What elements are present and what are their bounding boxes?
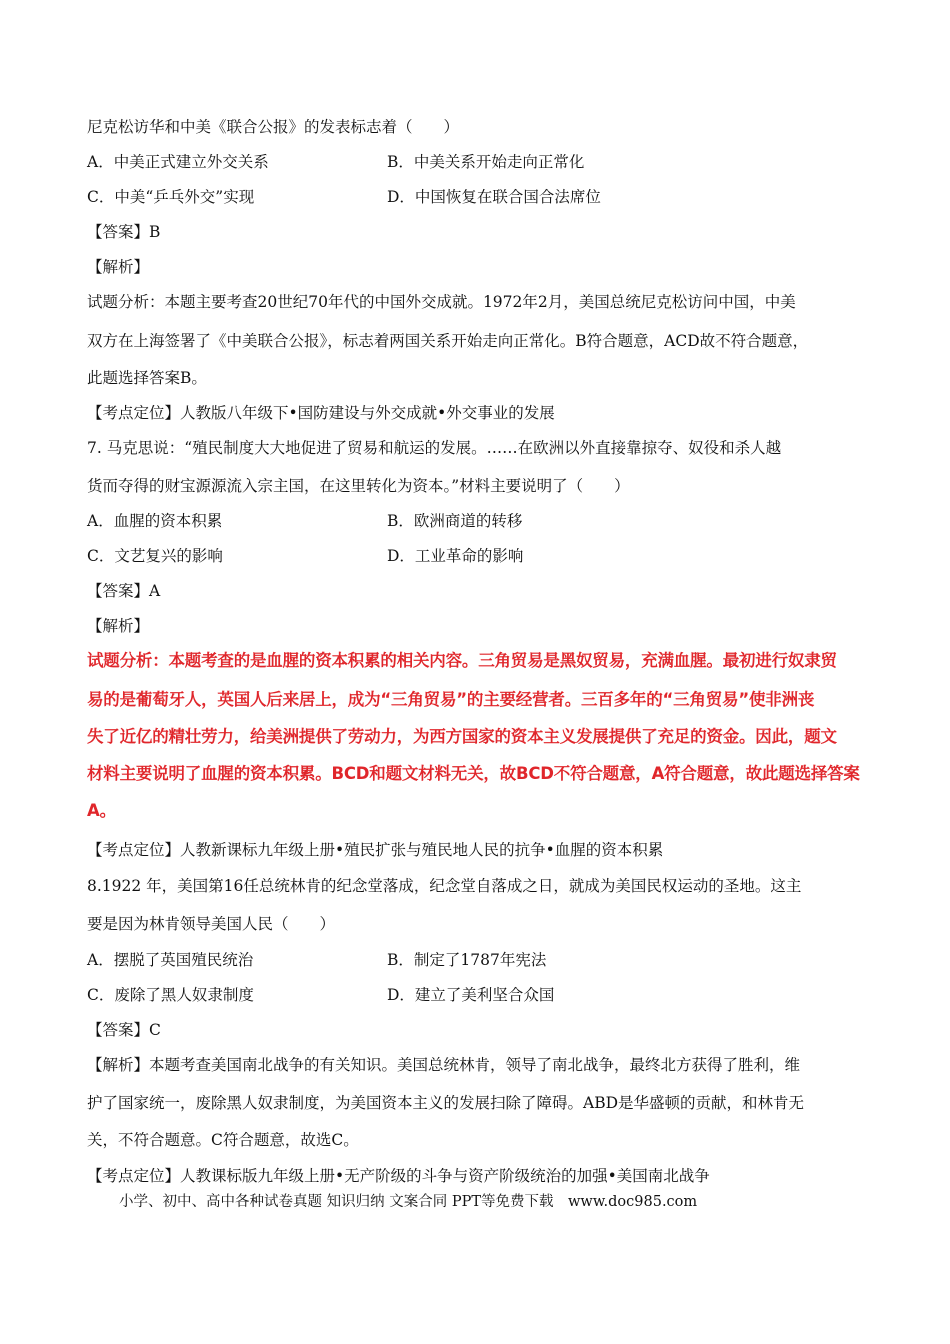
page-footer: 小学、初中、高中各种试卷真题 知识归纳 文案合同 PPT等免费下载 www.doc985.com [119, 1194, 698, 1210]
q8-stem-line: 要是因为林肯领导美国人民（ ） [87, 915, 336, 933]
q8-stem-line: 8.1922 年，美国第16任总统林肯的纪念堂落成，纪念堂自落成之日，就成为美国民权运动的圣地。这主 [87, 877, 802, 895]
q7-option-a: A．血腥的资本积累 [87, 512, 223, 530]
q8-option-c: C．废除了黑人奴隶制度 [87, 986, 254, 1004]
q7-analysis-line: A。 [87, 801, 116, 820]
q7-option-d: D．工业革命的影响 [387, 547, 524, 565]
q6-option-c: C．中美“乒乓外交”实现 [87, 188, 255, 206]
q7-stem-line: 7. 马克思说：“殖民制度大大地促进了贸易和航运的发展。……在欧洲以外直接靠掠夺、奴役和杀人越 [87, 439, 782, 457]
q7-analysis-line: 试题分析：本题考查的是血腥的资本积累的相关内容。三角贸易是黑奴贸易，充满血腥。最初进行奴隶贸 [87, 651, 837, 670]
q8-option-b: B．制定了1787年宪法 [387, 951, 547, 969]
q6-analysis-label: 【解析】 [87, 258, 150, 276]
q7-analysis-label: 【解析】 [87, 617, 150, 635]
q7-analysis-line: 易的是葡萄牙人，英国人后来居上，成为“三角贸易”的主要经营者。三百多年的“三角贸易”使非洲丧 [87, 690, 815, 709]
q8-analysis-line: 护了国家统一，废除黑人奴隶制度，为美国资本主义的发展扫除了障碍。ABD是华盛顿的贡献，和林肯无 [87, 1094, 805, 1112]
q6-stem: 尼克松访华和中美《联合公报》的发表标志着（ ） [87, 118, 460, 136]
q6-analysis-line: 试题分析：本题主要考查20世纪70年代的中国外交成就。1972年2月，美国总统尼克松访问中国，中美 [87, 293, 796, 311]
q8-analysis-line: 【解析】本题考查美国南北战争的有关知识。美国总统林肯，领导了南北战争，最终北方获得了胜利，维 [87, 1056, 801, 1074]
q6-answer: 【答案】B [87, 223, 161, 241]
q8-analysis-line: 关，不符合题意。C符合题意，故选C。 [87, 1131, 359, 1149]
q7-answer: 【答案】A [87, 582, 161, 600]
q6-analysis-line: 双方在上海签署了《中美联合公报》，标志着两国关系开始走向正常化。B符合题意，ACD故不符合题意， [87, 332, 809, 350]
q6-option-b: B．中美关系开始走向正常化 [387, 153, 585, 171]
q8-option-a: A．摆脱了英国殖民统治 [87, 951, 254, 969]
q7-option-b: B．欧洲商道的转移 [387, 512, 523, 530]
q7-location: 【考点定位】人教新课标九年级上册•殖民扩张与殖民地人民的抗争•血腥的资本积累 [87, 841, 664, 859]
q8-option-d: D．建立了美利坚合众国 [387, 986, 555, 1004]
q7-analysis-line: 材料主要说明了血腥的资本积累。BCD和题文材料无关，故BCD不符合题意，A符合题意，故此题选择答案 [87, 764, 860, 783]
q6-option-a: A．中美正式建立外交关系 [87, 153, 269, 171]
q6-analysis-line: 此题选择答案B。 [87, 369, 207, 387]
q6-location: 【考点定位】人教版八年级下•国防建设与外交成就•外交事业的发展 [87, 404, 555, 422]
q8-location: 【考点定位】人教课标版九年级上册•无产阶级的斗争与资产阶级统治的加强•美国南北战争 [87, 1167, 710, 1185]
q7-option-c: C．文艺复兴的影响 [87, 547, 223, 565]
q7-analysis-line: 失了近亿的精壮劳力，给美洲提供了劳动力，为西方国家的资本主义发展提供了充足的资金。因此，题文 [87, 727, 837, 746]
q8-answer: 【答案】C [87, 1021, 161, 1039]
q6-option-d: D．中国恢复在联合国合法席位 [387, 188, 601, 206]
q7-stem-line: 货而夺得的财宝源源流入宗主国，在这里转化为资本。”材料主要说明了（ ） [87, 477, 630, 495]
